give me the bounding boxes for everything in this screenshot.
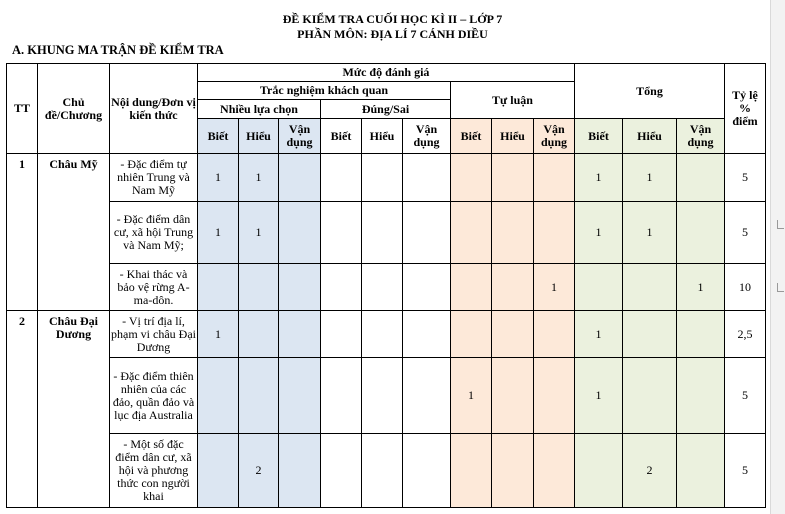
value-cell <box>677 311 725 358</box>
value-cell <box>677 434 725 508</box>
table-row <box>7 434 766 508</box>
percent-cell: 5 <box>725 202 766 264</box>
value-cell <box>492 311 534 358</box>
header-muc-do: Mức độ đánh giá <box>198 64 575 82</box>
value-cell: 1 <box>623 154 677 202</box>
value-cell: 1 <box>534 264 575 311</box>
table-row <box>7 154 766 202</box>
value-cell <box>279 264 321 311</box>
value-cell <box>239 358 279 434</box>
table-row <box>7 264 766 311</box>
matrix-table <box>6 63 766 508</box>
table-row <box>7 358 766 434</box>
value-cell <box>362 434 403 508</box>
content-cell: - Đặc điểm dân cư, xã hội Trung và Nam Mỹ; <box>110 202 198 264</box>
percent-cell: 2,5 <box>725 311 766 358</box>
section-heading: A. KHUNG MA TRẬN ĐỀ KIỂM TRA <box>12 43 224 57</box>
value-cell <box>534 311 575 358</box>
value-cell <box>321 358 362 434</box>
value-cell <box>451 264 492 311</box>
percent-cell: 5 <box>725 358 766 434</box>
percent-cell: 5 <box>725 434 766 508</box>
value-cell <box>362 311 403 358</box>
header-hieu: Hiểu <box>623 119 677 154</box>
value-cell <box>575 434 623 508</box>
value-cell: 1 <box>198 154 239 202</box>
value-cell <box>362 154 403 202</box>
value-cell <box>362 264 403 311</box>
value-cell <box>623 358 677 434</box>
value-cell <box>492 202 534 264</box>
value-cell: 1 <box>239 154 279 202</box>
header-noi-dung: Nội dung/Đơn vị kiến thức <box>110 64 198 154</box>
value-cell: 1 <box>198 202 239 264</box>
value-cell: 1 <box>575 358 623 434</box>
percent-cell: 5 <box>725 154 766 202</box>
header-tu-luan: Tự luận <box>451 82 575 119</box>
header-hieu: Hiểu <box>362 119 403 154</box>
value-cell <box>198 358 239 434</box>
value-cell <box>198 434 239 508</box>
value-cell <box>403 264 451 311</box>
topic-name: Châu Mỹ <box>38 154 110 311</box>
document-subtitle: PHẦN MÔN: ĐỊA LÍ 7 CÁNH DIỀU <box>297 27 488 41</box>
value-cell: 1 <box>575 202 623 264</box>
header-biet: Biết <box>575 119 623 154</box>
header-hieu: Hiểu <box>492 119 534 154</box>
topic-number: 1 <box>7 154 38 311</box>
value-cell <box>623 311 677 358</box>
value-cell <box>362 202 403 264</box>
header-nhieu-lua-chon: Nhiều lựa chọn <box>198 100 321 119</box>
value-cell <box>534 154 575 202</box>
value-cell <box>321 264 362 311</box>
value-cell: 1 <box>575 311 623 358</box>
value-cell <box>403 434 451 508</box>
value-cell <box>492 264 534 311</box>
header-trac-nghiem: Trắc nghiệm khách quan <box>198 82 451 100</box>
value-cell <box>362 358 403 434</box>
value-cell <box>403 311 451 358</box>
table-row <box>7 311 766 358</box>
value-cell <box>677 154 725 202</box>
value-cell <box>403 202 451 264</box>
header-biet: Biết <box>451 119 492 154</box>
value-cell <box>451 202 492 264</box>
value-cell <box>677 202 725 264</box>
value-cell <box>451 154 492 202</box>
value-cell <box>321 154 362 202</box>
header-dung-sai: Đúng/Sai <box>321 100 451 119</box>
content-cell: - Một số đặc điểm dân cư, xã hội và phương thức con người khai <box>110 434 198 508</box>
percent-cell: 10 <box>725 264 766 311</box>
header-hieu: Hiểu <box>239 119 279 154</box>
value-cell <box>403 154 451 202</box>
header-van-dung: Vận dụng <box>534 119 575 154</box>
value-cell <box>492 358 534 434</box>
header-van-dung: Vận dụng <box>403 119 451 154</box>
content-cell: - Đặc điểm thiên nhiên của các đảo, quần đảo và lục địa Australia <box>110 358 198 434</box>
header-biet: Biết <box>198 119 239 154</box>
value-cell: 1 <box>239 202 279 264</box>
value-cell <box>451 311 492 358</box>
value-cell: 2 <box>239 434 279 508</box>
value-cell: 1 <box>677 264 725 311</box>
value-cell <box>534 358 575 434</box>
value-cell <box>403 358 451 434</box>
content-cell: - Đặc điểm tự nhiên Trung và Nam Mỹ <box>110 154 198 202</box>
value-cell <box>239 311 279 358</box>
value-cell <box>534 202 575 264</box>
header-van-dung: Vận dụng <box>279 119 321 154</box>
header-van-dung: Vận dụng <box>677 119 725 154</box>
content-cell: - Khai thác và bảo vệ rừng A-ma-dôn. <box>110 264 198 311</box>
value-cell <box>279 154 321 202</box>
page-edge-mark <box>777 220 784 229</box>
value-cell <box>279 358 321 434</box>
topic-number: 2 <box>7 311 38 508</box>
value-cell <box>321 311 362 358</box>
value-cell <box>279 311 321 358</box>
window-right-edge <box>770 0 785 514</box>
document-title: ĐỀ KIỂM TRA CUỐI HỌC KÌ II – LỚP 7 <box>282 12 503 26</box>
value-cell <box>575 264 623 311</box>
value-cell: 2 <box>623 434 677 508</box>
table-row <box>7 202 766 264</box>
value-cell <box>279 202 321 264</box>
value-cell <box>239 264 279 311</box>
page-edge-mark <box>777 283 784 292</box>
value-cell: 1 <box>198 311 239 358</box>
value-cell <box>198 264 239 311</box>
value-cell <box>677 358 725 434</box>
value-cell <box>321 202 362 264</box>
value-cell <box>534 434 575 508</box>
content-cell: - Vị trí địa lí, phạm vi châu Đại Dương <box>110 311 198 358</box>
value-cell: 1 <box>575 154 623 202</box>
header-tong: Tổng <box>575 64 725 119</box>
value-cell <box>279 434 321 508</box>
topic-name: Châu Đại Dương <box>38 311 110 508</box>
value-cell <box>623 264 677 311</box>
value-cell <box>451 434 492 508</box>
header-chu-de: Chủ đề/Chương <box>38 64 110 154</box>
value-cell: 1 <box>623 202 677 264</box>
value-cell <box>321 434 362 508</box>
value-cell: 1 <box>451 358 492 434</box>
header-ty-le: Tỷ lệ % điểm <box>725 64 766 154</box>
header-tt: TT <box>7 64 38 154</box>
value-cell <box>492 154 534 202</box>
value-cell <box>492 434 534 508</box>
header-biet: Biết <box>321 119 362 154</box>
